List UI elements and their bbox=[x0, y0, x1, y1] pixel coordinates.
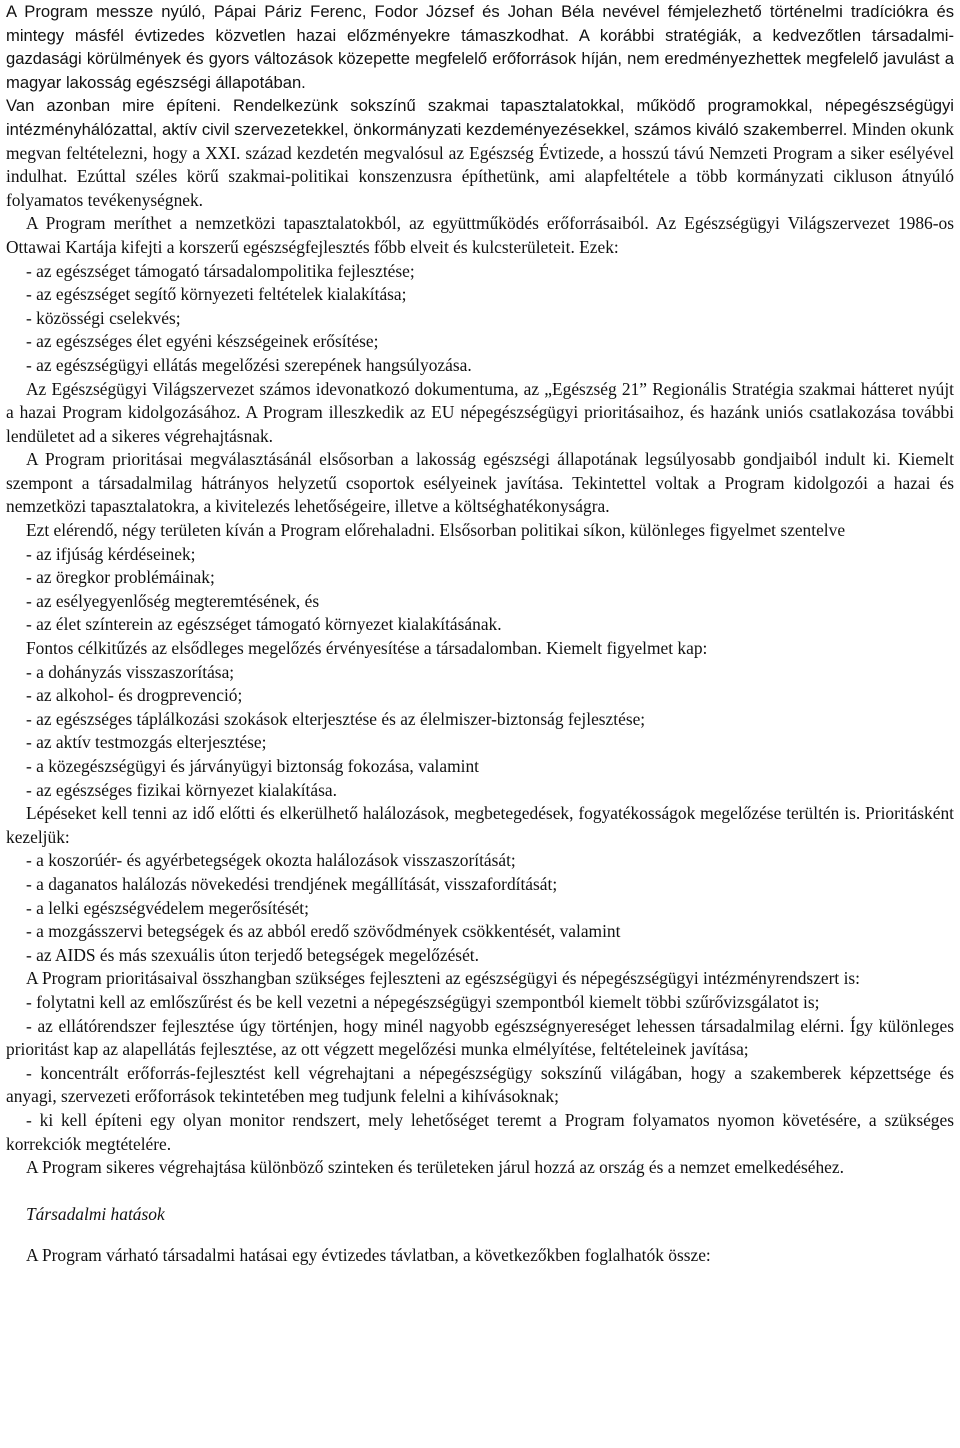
list-priorities bbox=[6, 849, 954, 967]
list-item: - az egészséges élet egyéni készségeinek erősítése; bbox=[26, 331, 379, 352]
list-item: - a koszorúér- és agyérbetegségek okozta halálozások visszaszorítását; bbox=[26, 850, 516, 871]
section-heading-social-effects: Társadalmi hatások bbox=[26, 1203, 165, 1224]
paragraph-foundations bbox=[6, 94, 954, 212]
list-institutions bbox=[6, 991, 954, 1156]
list-item: - a mozgásszervi betegségek és az abból eredő szövődmények csökkentését, valamint bbox=[26, 921, 621, 942]
list-item: - az egészséges fizikai környezet kialakítása. bbox=[26, 779, 337, 800]
list-item: - az egészséget támogató társadalompolitika fejlesztése; bbox=[26, 260, 415, 281]
paragraph-four-areas: Ezt elérendő, négy területen kíván a Program előrehaladni. Elsősorban politikai síkon, különleges figyelmet szentelve bbox=[26, 520, 846, 541]
list-item: - az egészséget segítő környezeti feltételek kialakítása; bbox=[26, 284, 407, 305]
list-item: - a dohányzás visszaszorítása; bbox=[26, 661, 235, 682]
list-item: - az egészséges táplálkozási szokások elterjesztése és az élelmiszer-biztonság fejlesztése; bbox=[26, 708, 646, 729]
list-item: - az esélyegyenlőség megteremtésének, és bbox=[26, 590, 320, 611]
list-item: - az élet színterein az egészséget támogató környezet kialakításának. bbox=[26, 614, 502, 635]
list-prevention bbox=[6, 661, 954, 803]
list-item: - folytatni kell az emlőszűrést és be kell vezetni a népegészségügyi szempontból kiemelt többi szűrővizsgálatot is; bbox=[26, 991, 820, 1012]
paragraph-social-effects: A Program várható társadalmi hatásai egy évtizedes távlatban, a következőkben foglalhatók össze: bbox=[26, 1245, 711, 1266]
paragraph-international: A Program meríthet a nemzetközi tapasztalatokból, az együttműködés erőforrásaiból. Az Egészségügyi Világszervezet 1986-os Ottawai Kartája kifejti a korszerű egészségfejlesztés főbb elveit és kulcsterületeit. Ezek: bbox=[6, 213, 954, 257]
paragraph-primary-prevention: Fontos célkitűzés az elsődleges megelőzés érvényesítése a társadalomban. Kiemelt figyelmet kap: bbox=[26, 638, 708, 659]
list-item: - koncentrált erőforrás-fejlesztést kell végrehajtani a népegészségügy sokszínű világában, hogy a szakemberek képzettsége és anyagi, szervezeti erőforrások tekintetében meg tudjunk felelni a kihívásoknak; bbox=[6, 1062, 954, 1107]
list-item: - az ifjúság kérdéseinek; bbox=[26, 543, 196, 564]
paragraph-history: A Program messze nyúló, Pápai Páriz Ferenc, Fodor József és Johan Béla nevével fémjelezhető történelmi tradíciókra és mintegy másfél évtizedes közvetlen hazai előzményekre támaszkodhat. A korábbi stratégiák, a kedvezőtlen társadalmi-gazdasági körülmények és gyors változások közepette megfelelő erőforrások híján, nem eredményezhettek megfelelő javulást a magyar lakosság egészségi állapotában. bbox=[6, 2, 954, 92]
list-item: - az aktív testmozgás elterjesztése; bbox=[26, 732, 267, 753]
list-item: - az öregkor problémáinak; bbox=[26, 567, 215, 588]
list-item: - az alkohol- és drogprevenció; bbox=[26, 685, 243, 706]
list-ottawa bbox=[6, 260, 954, 378]
list-item: - a daganatos halálozás növekedési trendjének megállítását, visszafordítását; bbox=[26, 873, 558, 894]
list-policy bbox=[6, 543, 954, 637]
list-item: - az egészségügyi ellátás megelőzési szerepének hangsúlyozása. bbox=[26, 354, 472, 375]
paragraph-foundations-sans: Van azonban mire építeni. Rendelkezünk sokszínű szakmai tapasztalatokkal, működő programokkal, népegészségügyi intézményhálózattal, aktív civil szervezetekkel, önkormányzati kezdeményezésekkel, számos kiváló szakemberrel. bbox=[6, 96, 954, 139]
list-item: - a közegészségügyi és járványügyi biztonság fokozása, valamint bbox=[26, 756, 479, 776]
list-item: - az ellátórendszer fejlesztése úgy történjen, hogy minél nagyobb egészségnyereséget lehessen társadalmilag elérni. Így különleges prioritást kap az alapellátás fejlesztése, az ott végzett megelőzési munka elmélyítése, feltételeinek javítása; bbox=[6, 1015, 954, 1060]
paragraph-success: A Program sikeres végrehajtása különböző szinteken és területeken járul hozzá az ország és a nemzet emelkedéséhez. bbox=[26, 1157, 844, 1178]
list-item: - közösségi cselekvés; bbox=[26, 307, 181, 328]
paragraph-premature-mortality: Lépéseket kell tenni az idő előtti és elkerülhető halálozások, megbetegedések, fogyatékosságok megelőzése terültén is. Prioritásként kezeljük: bbox=[6, 803, 954, 847]
list-item: - az AIDS és más szexuális úton terjedő betegségek megelőzését. bbox=[26, 944, 479, 965]
paragraph-institutions: A Program prioritásaival összhangban szükséges fejleszteni az egészségügyi és népegészségügyi intézményrendszert is: bbox=[26, 968, 860, 989]
list-item: - ki kell építeni egy olyan monitor rendszert, mely lehetőséget teremt a Program folyamatos nyomon követésére, a szükséges korrekciók megtételére. bbox=[6, 1109, 954, 1154]
paragraph-foundations-serif: Minden okunk megvan feltételezni, hogy a XXI. század kezdetén megvalósul az Egészség Évtizede, a hosszú távú Nemzeti Program a siker esélyével indulhat. Ezúttal széles körű szakmai-politikai konszenzusra építhetünk, ami alapfeltétele a több kormányzati cikluson átnyúló folyamatos tevékenységnek. bbox=[6, 118, 954, 210]
paragraph-priorities-choice: A Program prioritásai megválasztásánál elsősorban a lakosság egészségi állapotának legsúlyosabb gondjaiból indult ki. Kiemelt szempont a társadalmilag hátrányos helyzetű csoportok esélyeinek javítása. Tekintettel voltak a Program kidolgozói a hazai és nemzetközi tapasztalatokra, a kivitelezés lehetőségeire, illetve a költséghatékonyságra. bbox=[6, 449, 954, 517]
paragraph-who-documents: Az Egészségügyi Világszervezet számos idevonatkozó dokumentuma, az „Egészség 21” Regionális Stratégia szakmai hátteret nyújt a hazai Program kidolgozásához. A Program illeszkedik az EU népegészségügyi prioritásaihoz, és hazánk uniós csatlakozása további lendületet ad a sikeres végrehajtásnak. bbox=[6, 378, 954, 446]
list-item: - a lelki egészségvédelem megerősítését; bbox=[26, 897, 309, 918]
